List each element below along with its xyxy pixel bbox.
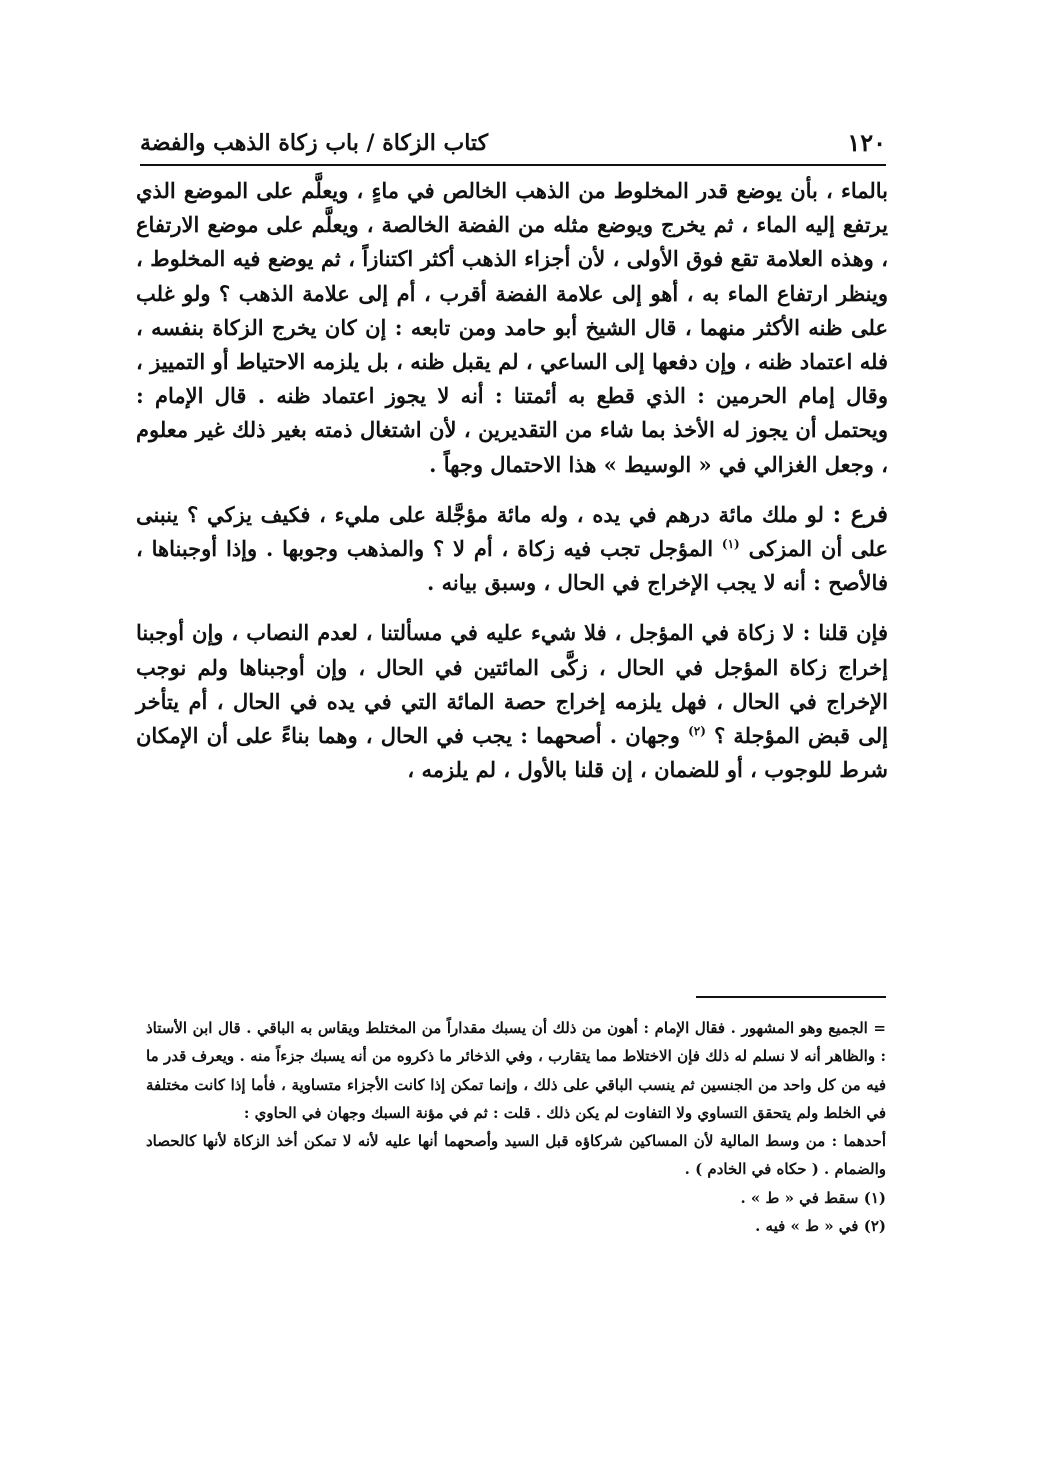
footnote-1-text: سقط في « ط » . [740,1188,859,1207]
footnote-continuation-2: أحدهما : من وسط المالية لأن المساكين شركاؤه قبل السيد وأصحهما أنها عليه لأنه لا تمكن أخذ الزكاة لأنها كالحصاد والضمام . ( حكاه في الخادم ) . [146,1132,886,1179]
paragraph-3-text-b: وجهان . أصحهما : يجب في الحال ، وهما بناءً على أن الإمكان شرط للوجوب ، أو للضمان ، إن قلنا بالأول ، لم يلزمه ، [136,723,888,783]
footnote-1 [146,1184,886,1212]
continuation-marker: = [873,1019,886,1037]
paragraph-2 [136,498,888,601]
section-label-far: فرع : [832,500,889,528]
footnote-2-number: (٢) [863,1217,886,1236]
main-text [136,174,888,787]
footnote-2-text: في « ط » فيه . [755,1217,859,1236]
footnotes [146,1014,886,1240]
footnote-continuation-text: الجميع وهو المشهور . فقال الإمام : أهون من ذلك أن يسبك مقداراً من المختلط ويقاس به الباقي . قال ابن الأستاذ : والظاهر أنه لا نسلم له ذلك فإن الاختلاط مما يتقارب ، وفي الذخائر ما ذكروه من أنه يسبك جزءاً منه . ويعرف قدر ما فيه من كل واحد من الجنسين ثم ينسب الباقي على ذلك ، وإنما تمكن إذا كانت الأجزاء متساوية ، فأما إذا كانت مختلفة في الخلط ولم يتحقق التساوي ولا التفاوت لم يكن ذلك . قلت : ثم في مؤنة السبك وجهان في الحاوي : [146,1019,886,1122]
footnote-ref-1: (١) [721,537,740,552]
page-number: ١٢٠ [847,128,886,157]
header-divider [140,164,886,166]
paragraph-3-text-a: فإن قلنا : لا زكاة في المؤجل ، فلا شيء عليه في مسألتنا ، لعدم النصاب ، وإن أوجبنا إخراج زكاة المؤجل في الحال ، زكَّى المائتين في الحال ، وإن أوجبناها ولم نوجب الإخراج في الحال ، فهل يلزمه إخراج حصة المائة التي في يده في الحال ، أم يتأخر إلى قبض المؤجلة ؟ [136,620,888,749]
paragraph-1: بالماء ، بأن يوضع قدر المخلوط من الذهب الخالص في ماءٍ ، ويعلَّم على الموضع الذي يرتفع إليه الماء ، ثم يخرج ويوضع مثله من الفضة الخالصة ، ويعلَّم على موضع الارتفاع ، وهذه العلامة تقع فوق الأولى ، لأن أجزاء الذهب أكثر اكتنازاً ، ثم يوضع فيه المخلوط ، وينظر ارتفاع الماء به ، أهو إلى علامة الفضة أقرب ، أم إلى علامة الذهب ؟ ولو غلب على ظنه الأكثر منهما ، قال الشيخ أبو حامد ومن تابعه : إن كان يخرج الزكاة بنفسه ، فله اعتماد ظنه ، وإن دفعها إلى الساعي ، لم يقبل ظنه ، بل يلزمه الاحتياط أو التمييز ، وقال إمام الحرمين : الذي قطع به أئمتنا : أنه لا يجوز اعتماد ظنه . قال الإمام : ويحتمل أن يجوز له الأخذ بما شاء من التقديرين ، لأن اشتغال ذمته بغير ذلك غير معلوم ، وجعل الغزالي في « الوسيط » هذا الاحتمال وجهاً . [136,178,888,477]
footnote-2 [146,1212,886,1240]
paragraph-2-text-a: لو ملك مائة درهم في يده ، وله مائة مؤجَّلة على مليء ، فكيف يزكي ؟ ينبنى على أن المزكى [136,501,889,562]
paragraph-2-text-b: المؤجل تجب فيه زكاة ، أم لا ؟ والمذهب وجوبها . وإذا أوجبناها ، فالأصح : أنه لا يجب الإخراج في الحال ، وسبق بيانه . [136,536,888,596]
footnote-ref-2: (٢) [688,724,706,739]
page-header [140,126,886,166]
paragraph-3 [136,616,888,787]
running-title: كتاب الزكاة / باب زكاة الذهب والفضة [140,130,489,156]
footnote-continuation [146,1014,886,1127]
footnote-1-number: (١) [863,1188,886,1207]
footnote-divider [696,996,886,998]
